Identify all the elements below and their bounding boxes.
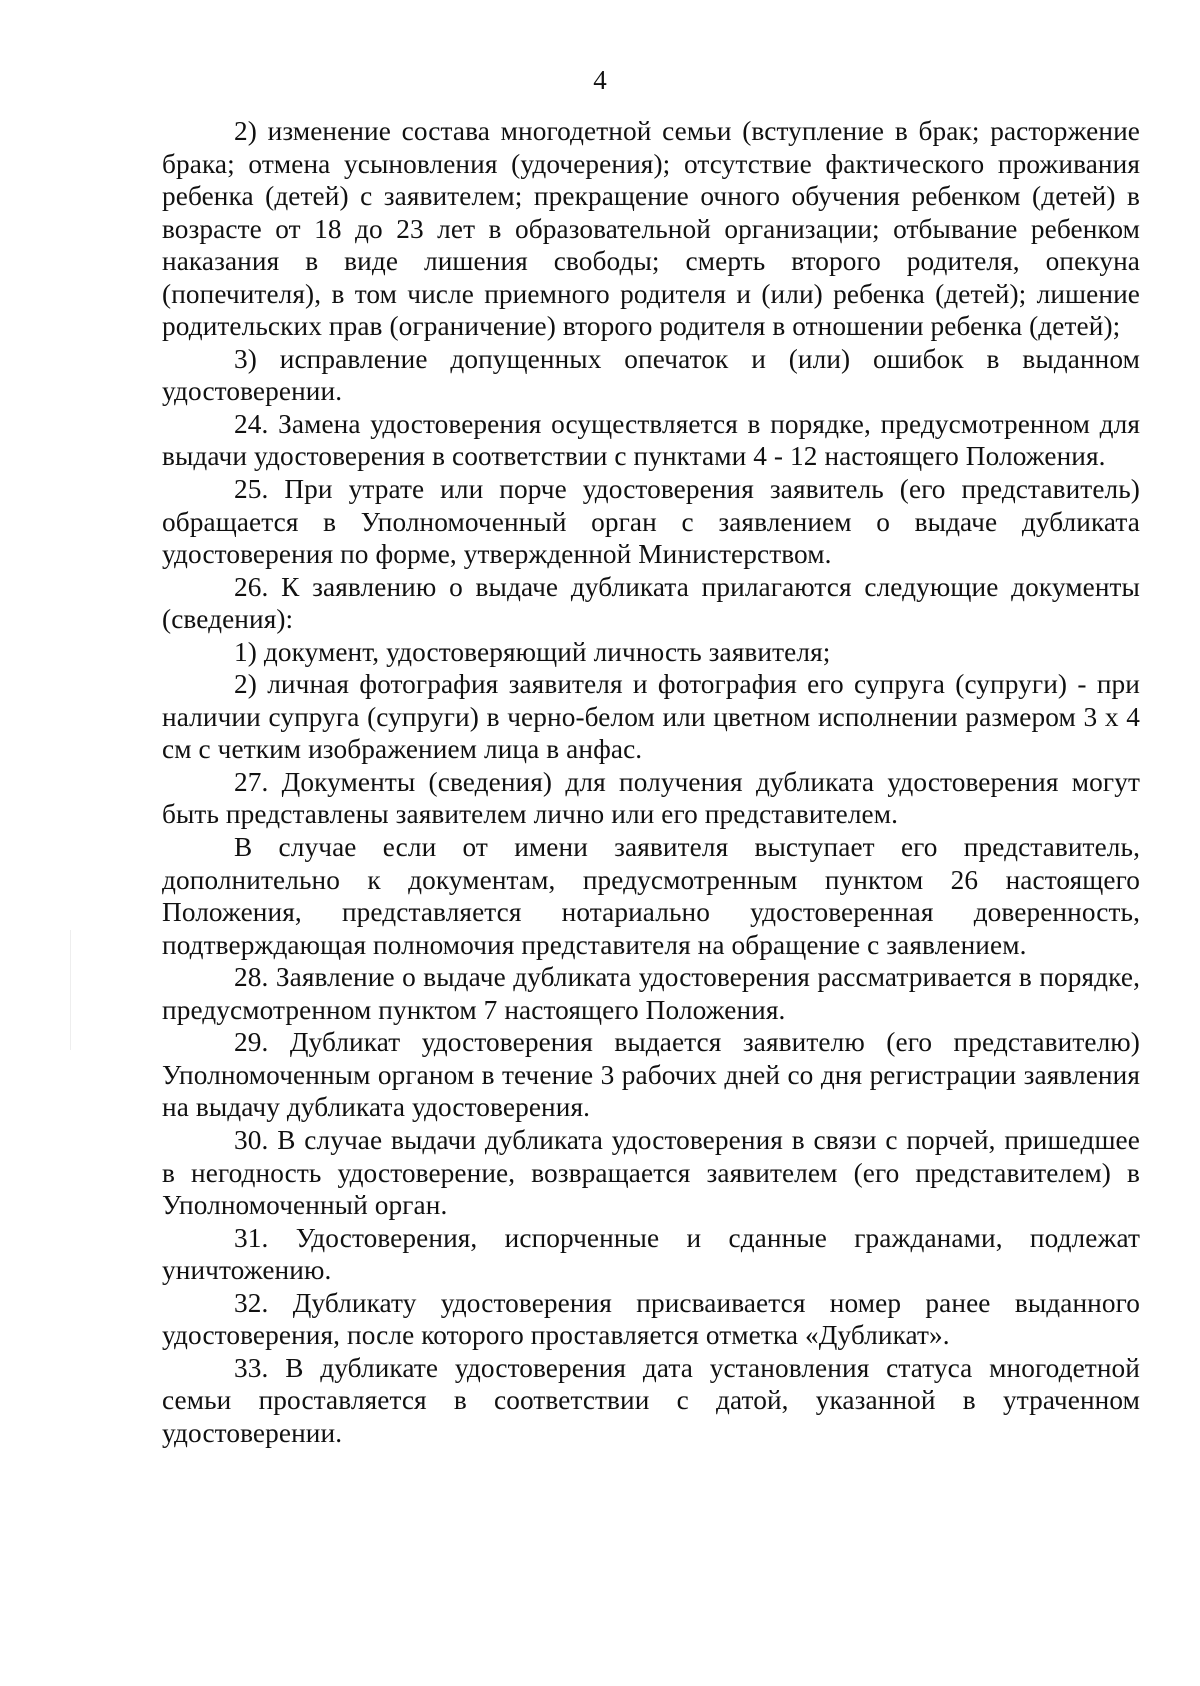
document-body: [162, 115, 1140, 1449]
paragraph-25: 25. При утрате или порче удостоверения заявитель (его представитель) обращается в Уполномоченный орган с заявлением о выдаче дубликата удостоверения по форме, утвержденной Министерством.: [162, 474, 1140, 570]
paragraph-32: 32. Дубликату удостоверения присваивается номер ранее выданного удостоверения, после которого проставляется отметка «Дубликат».: [162, 1287, 1140, 1351]
paragraph-item-3: 3) исправление допущенных опечаток и (или) ошибок в выданном удостоверении.: [162, 343, 1140, 407]
paragraph-24: 24. Замена удостоверения осуществляется в порядке, предусмотренном для выдачи удостоверения в соответствии с пунктами 4 - 12 настоящего Положения.: [162, 408, 1140, 472]
paragraph-26: 26. К заявлению о выдаче дубликата прилагаются следующие документы (сведения):: [162, 571, 1140, 635]
paragraph-30: 30. В случае выдачи дубликата удостоверения в связи с порчей, пришедшее в негодность удостоверение, возвращается заявителем (его представителем) в Уполномоченный орган.: [162, 1124, 1140, 1221]
paragraph-26-item-2: 2) личная фотография заявителя и фотография его супруга (супруги) - при наличии супруга (супруги) в черно-белом или цветном исполнении размером 3 x 4 см с четким изображением лица в анфас.: [162, 669, 1140, 765]
paragraph-27-representative: В случае если от имени заявителя выступает его представитель, дополнительно к документам, предусмотренным пунктом 26 настоящего Положения, представляется нотариально удостоверенная доверенность, подтверждающая полномочия представителя на обращение с заявлением.: [162, 832, 1140, 960]
paragraph-item-2: 2) изменение состава многодетной семьи (вступление в брак; расторжение брака; отмена усыновления (удочерения); отсутствие фактического проживания ребенка (детей) с заявителем; прекращение очного обучения ребенком (детей) в возрасте от 18 до 23 лет в образовательной организации; отбывание ребенком наказания в виде лишения свободы; смерть второго родителя, опекуна (попечителя), в том числе приемного родителя и (или) ребенка (детей); лишение родительских прав (ограничение) второго родителя в отношении ребенка (детей);: [162, 116, 1140, 342]
paragraph-31: 31. Удостоверения, испорченные и сданные гражданами, подлежат уничтожению.: [162, 1222, 1140, 1286]
paragraph-27: 27. Документы (сведения) для получения дубликата удостоверения могут быть представлены заявителем лично или его представителем.: [162, 766, 1140, 830]
page-number: 4: [593, 65, 607, 95]
paragraph-28: 28. Заявление о выдаче дубликата удостоверения рассматривается в порядке, предусмотренном пунктом 7 настоящего Положения.: [162, 962, 1140, 1025]
scan-margin-mark: [70, 930, 71, 1050]
paragraph-29: 29. Дубликат удостоверения выдается заявителю (его представителю) Уполномоченным органом в течение 3 рабочих дней со дня регистрации заявления на выдачу дубликата удостоверения.: [162, 1027, 1140, 1123]
paragraph-33: 33. В дубликате удостоверения дата установления статуса многодетной семьи проставляется в соответствии с датой, указанной в утраченном удостоверении.: [162, 1352, 1140, 1448]
paragraph-26-item-1: 1) документ, удостоверяющий личность заявителя;: [234, 636, 831, 667]
